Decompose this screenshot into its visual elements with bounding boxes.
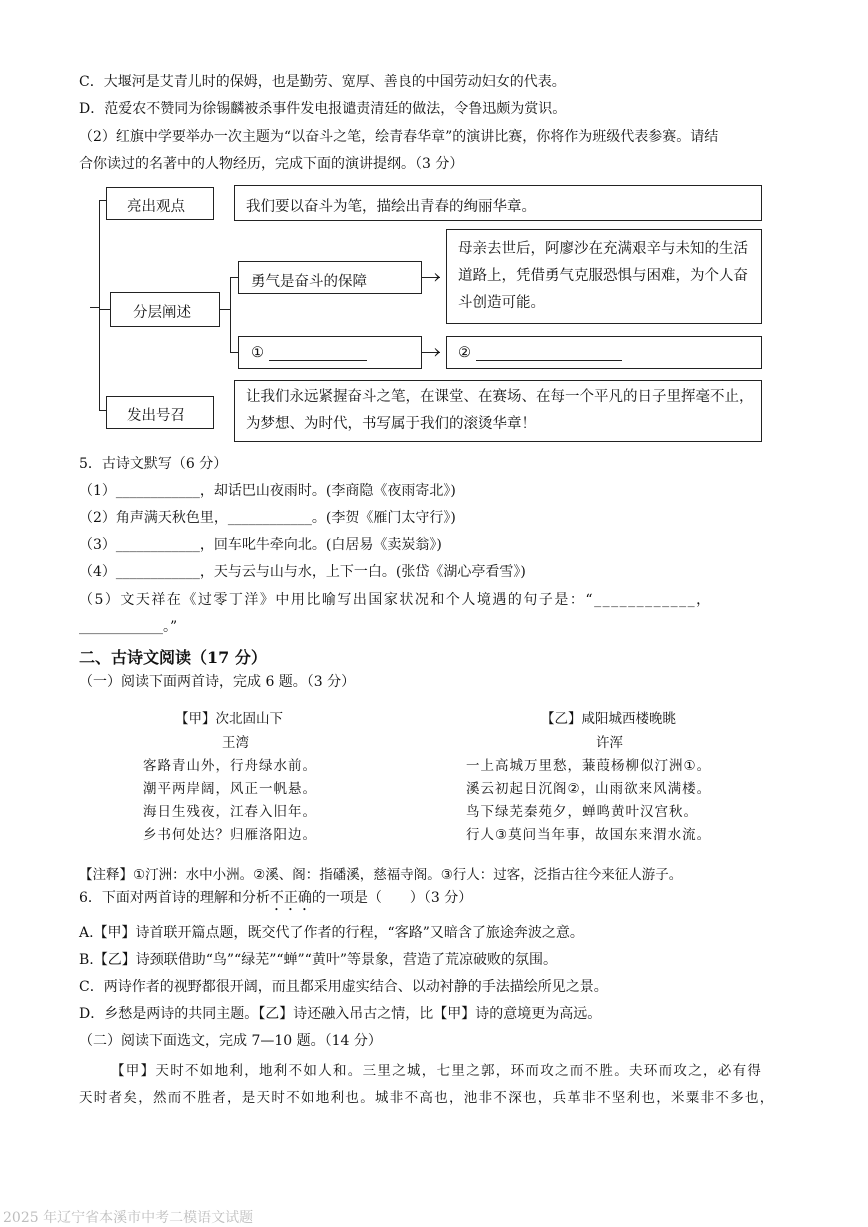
option-d: D．范爱农不赞同为徐锡麟被杀事件发电报谴责清廷的做法，令鲁迅颇为赏识。 bbox=[79, 101, 567, 117]
label-box-call bbox=[106, 396, 214, 429]
footer-watermark: 2025 年辽宁省本溪市中考二模语文试题 bbox=[3, 1210, 254, 1226]
blank1-underline[interactable] bbox=[269, 360, 367, 361]
passage-line1: 【甲】天时不如地利，地利不如人和。三里之城，七里之郭，环而攻之而不胜。夫环而攻之，必有得 bbox=[111, 1063, 763, 1079]
poem-notes: 【注释】①汀洲：水中小洲。②溪、阁：指磻溪，慈福寺阁。③行人：过客，泛指古往今来征人游子。 bbox=[79, 867, 683, 883]
poem-jia-title: 【甲】次北固山下 bbox=[175, 711, 283, 727]
sub-bracket-bottom bbox=[230, 352, 238, 353]
blank1-label: ① bbox=[251, 345, 264, 361]
blank1-box bbox=[238, 336, 422, 369]
q5-item-3: （3）____________，回车叱牛牵向北。(白居易《卖炭翁》) bbox=[79, 537, 442, 553]
section2-sub1: （一）阅读下面两首诗，完成 6 题。（3 分） bbox=[79, 674, 356, 690]
label-box-viewpoint bbox=[106, 187, 214, 220]
q6-stem-emphasis: 不正确 bbox=[269, 890, 312, 906]
option-c: C．大堰河是艾青儿时的保姆，也是勤劳、宽厚、善良的中国劳动妇女的代表。 bbox=[79, 74, 566, 90]
poem-yi-line: 一上高城万里愁，蒹葭杨柳似汀洲①。 bbox=[466, 758, 712, 774]
passage-line2: 天时者矣，然而不胜者，是天时不如地利也。城非不高也，池非不深也，兵革非不坚利也，米粟非不多也， bbox=[79, 1090, 775, 1106]
arrow1-head-icon: › bbox=[433, 264, 441, 288]
section2-sub2: （二）阅读下面选文，完成 7—10 题。（14 分） bbox=[79, 1033, 382, 1049]
bracket-vertical bbox=[99, 200, 100, 410]
poem-yi-line: 行人③莫问当年事，故国东来渭水流。 bbox=[466, 827, 712, 843]
q6-option-a: A.【甲】诗首联开篇点题，既交代了作者的行程，“客路”又暗含了旅途奔波之意。 bbox=[79, 925, 584, 941]
q6-option-c: C．两诗作者的视野都很开阔，而且都采用虚实结合、以动衬静的手法描绘所见之景。 bbox=[79, 979, 608, 995]
poem-yi-line: 溪云初起日沉阁②，山雨欲来风满楼。 bbox=[466, 781, 712, 797]
q2-line1: （2）红旗中学要举办一次主题为“以奋斗之笔，绘青春华章”的演讲比赛，你将作为班级代表参赛。请结 bbox=[79, 129, 719, 145]
point1-text: 勇气是奋斗的保障 bbox=[251, 274, 367, 290]
label-layered: 分层阐述 bbox=[133, 305, 191, 321]
q5-item-5-line2: ____________。” bbox=[79, 619, 178, 635]
blank2-box bbox=[446, 336, 762, 369]
q5-item-5-line1: （5）文天祥在《过零丁洋》中用比喻写出国家状况和个人境遇的句子是：“____________， bbox=[79, 592, 712, 608]
blank2-label: ② bbox=[458, 345, 471, 361]
q6-stem bbox=[79, 887, 472, 914]
q5-title: 5．古诗文默写（6 分） bbox=[79, 456, 228, 472]
label-viewpoint: 亮出观点 bbox=[127, 199, 185, 215]
q6-option-b: B.【乙】诗颈联借助“鸟”“绿芜”“蝉”“黄叶”等景象，营造了荒凉破败的氛围。 bbox=[79, 952, 557, 968]
q6-option-d: D．乡愁是两诗的共同主题。【乙】诗还融入吊古之情，比【甲】诗的意境更为高远。 bbox=[79, 1006, 602, 1022]
example1-box bbox=[446, 229, 762, 324]
poem-jia-line: 客路青山外，行舟绿水前。 bbox=[143, 758, 317, 774]
bracket-to-mid bbox=[99, 309, 110, 310]
point1-box bbox=[238, 261, 422, 294]
call-text: 让我们永远紧握奋斗之笔，在课堂、在赛场、在每一个平凡的日子里挥毫不止，为梦想、为时代，书写属于我们的滚烫华章！ bbox=[246, 389, 754, 432]
q6-stem-post: 的一项是（ ）（3 分） bbox=[311, 890, 473, 906]
label-call: 发出号召 bbox=[127, 408, 185, 424]
label-box-layered bbox=[110, 292, 220, 327]
call-box bbox=[234, 380, 762, 442]
section2-title: 二、古诗文阅读（17 分） bbox=[79, 648, 267, 667]
viewpoint-text: 我们要以奋斗为笔，描绘出青春的绚丽华章。 bbox=[246, 199, 536, 215]
bracket-tick-bottom bbox=[99, 410, 106, 411]
poem-yi-line: 鸟下绿芜秦苑夕，蝉鸣黄叶汉宫秋。 bbox=[466, 804, 698, 820]
blank2-underline[interactable] bbox=[476, 360, 622, 361]
sub-bracket-vertical bbox=[230, 277, 231, 353]
q5-item-1: （1）____________，却话巴山夜雨时。(李商隐《夜雨寄北》) bbox=[79, 483, 456, 499]
poem-yi-title: 【乙】咸阳城西楼晚眺 bbox=[541, 711, 676, 727]
poem-jia-line: 潮平两岸阔，风正一帆悬。 bbox=[143, 781, 317, 797]
sub-bracket-mid bbox=[220, 309, 230, 310]
poem-jia-line: 海日生残夜，江春入旧年。 bbox=[143, 804, 317, 820]
sub-bracket-top bbox=[230, 277, 238, 278]
example1-text: 母亲去世后，阿廖沙在充满艰辛与未知的生活道路上，凭借勇气克服恐惧与困难，为个人奋斗创造可能。 bbox=[458, 241, 748, 311]
arrow2-head-icon: › bbox=[433, 339, 441, 363]
q6-stem-pre: 6．下面对两首诗的理解和分析 bbox=[79, 890, 270, 906]
viewpoint-box bbox=[234, 185, 762, 221]
q2-line2: 合你读过的名著中的人物经历，完成下面的演讲提纲。（3 分） bbox=[79, 156, 464, 172]
poem-jia-author: 王湾 bbox=[222, 735, 249, 751]
bracket-mid bbox=[90, 307, 99, 308]
bracket-tick-top bbox=[99, 200, 106, 201]
q5-item-2: （2）角声满天秋色里，____________。(李贺《雁门太守行》) bbox=[79, 510, 456, 526]
q5-item-4: （4）____________，天与云与山与水，上下一白。(张岱《湖心亭看雪》) bbox=[79, 564, 526, 580]
poem-yi-author: 许浑 bbox=[596, 735, 623, 751]
poem-jia-line: 乡书何处达？归雁洛阳边。 bbox=[143, 827, 317, 843]
